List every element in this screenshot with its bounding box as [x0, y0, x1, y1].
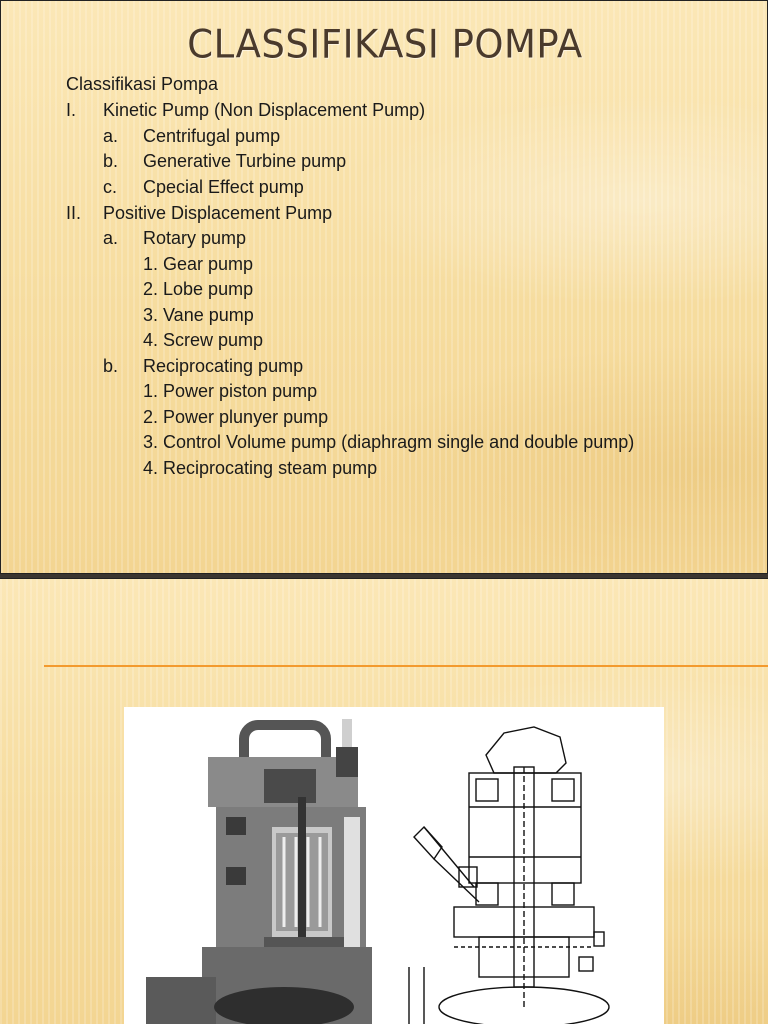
item-special-effect-pump: Cpecial Effect pump: [143, 177, 304, 197]
item-marker-b: b.: [103, 151, 119, 171]
section-kinetic-pump: Kinetic Pump (Non Displacement Pump): [103, 100, 426, 120]
item-reciprocating-pump: Reciprocating pump: [143, 356, 304, 376]
item-marker-c: c.: [103, 177, 118, 197]
slide-pump-illustration: [0, 578, 768, 1024]
section-marker-2: II.: [66, 203, 82, 223]
subitem-control-volume-pump: 3. Control Volume pump (diaphragm single and double pump): [143, 432, 635, 452]
pump-technical-drawing: [409, 727, 609, 1024]
slide-title: CLASSIFIKASI POMPA: [187, 21, 583, 68]
subitem-power-plunyer-pump: 2. Power plunyer pump: [143, 407, 329, 427]
pump-cutaway-photo: [146, 719, 372, 1024]
item-marker-a: a.: [103, 126, 119, 146]
section-positive-displacement-pump: Positive Displacement Pump: [103, 203, 333, 223]
section-marker-1: I.: [66, 100, 77, 120]
subitem-reciprocating-steam-pump: 4. Reciprocating steam pump: [143, 458, 378, 478]
item-centrifugal-pump: Centrifugal pump: [143, 126, 281, 146]
subitem-lobe-pump: 2. Lobe pump: [143, 279, 254, 299]
item-rotary-pump: Rotary pump: [143, 228, 247, 248]
outline-intro: Classifikasi Pompa: [66, 74, 219, 94]
item-generative-turbine-pump: Generative Turbine pump: [143, 151, 347, 171]
subitem-power-piston-pump: 1. Power piston pump: [143, 381, 318, 401]
subitem-vane-pump: 3. Vane pump: [143, 305, 254, 325]
item-marker-a: a.: [103, 228, 119, 248]
subitem-screw-pump: 4. Screw pump: [143, 330, 264, 350]
pump-image: [124, 707, 664, 1024]
subitem-gear-pump: 1. Gear pump: [143, 254, 254, 274]
accent-divider: [44, 665, 768, 667]
item-marker-b: b.: [103, 356, 119, 376]
submersible-pump-illustration: [124, 707, 664, 1024]
